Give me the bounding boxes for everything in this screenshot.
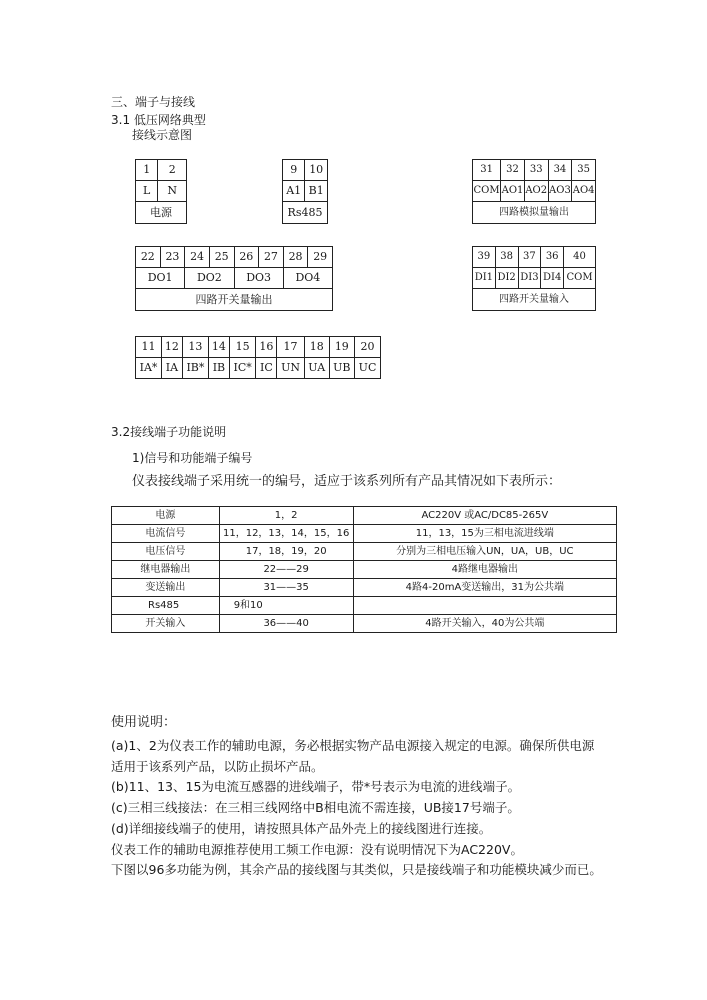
terminal-label: DO4 [283, 268, 332, 289]
terminal-label: IC [256, 358, 277, 379]
table-cell: AC220V 或AC/DC85-265V [353, 507, 616, 525]
intro-paragraph: 仪表接线端子采用统一的编号，适应于该系列所有产品其情况如下表所示： [132, 474, 562, 489]
subsection-31-title: 3.1 低压网络典型 [111, 113, 206, 127]
terminal-label: DI1 [473, 268, 496, 289]
table-cell: 31——35 [219, 579, 353, 597]
table-cell: 36——40 [219, 615, 353, 633]
terminal-number: 9 [283, 160, 305, 181]
terminal-label: IB* [182, 358, 208, 379]
terminal-number: 35 [572, 160, 596, 181]
terminal-label: UB [329, 358, 354, 379]
table-cell: 4路开关输入，40为公共端 [353, 615, 616, 633]
block-caption: 四路开关量输入 [473, 289, 596, 311]
terminal-label: UN [277, 358, 305, 379]
terminal-number: 20 [355, 337, 381, 358]
terminal-number: 32 [501, 160, 525, 181]
terminal-number: 29 [308, 247, 333, 268]
table-row [112, 615, 617, 633]
terminal-label: IA* [136, 358, 162, 379]
usage-line: (a)1、2为仪表工作的辅助电源，务必根据实物产品电源接入规定的电源。确保所供电源 [111, 738, 595, 753]
terminal-label: IB [209, 358, 230, 379]
block-caption: 四路模拟量输出 [473, 202, 596, 224]
table-cell: 分别为三相电压输入UN，UA，UB，UC [353, 543, 616, 561]
terminal-number: 12 [162, 337, 183, 358]
terminal-label: DO1 [136, 268, 185, 289]
rs485-terminal-block [282, 159, 328, 224]
table-row [112, 561, 617, 579]
relay-output-terminal-block [135, 246, 333, 311]
table-cell: Rs485 [112, 597, 220, 615]
terminal-label: IA [162, 358, 183, 379]
table-cell: 4路继电器输出 [353, 561, 616, 579]
usage-line: (d)详细接线端子的使用，请按照具体产品外壳上的接线图进行连接。 [111, 821, 492, 836]
terminal-number: 19 [329, 337, 354, 358]
terminal-label: AO4 [572, 181, 596, 202]
table-cell: 11，13，15为三相电流进线端 [353, 525, 616, 543]
usage-line: 适用于该系列产品，以防止损坏产品。 [111, 759, 324, 774]
terminal-label: IC* [229, 358, 256, 379]
block-caption: 四路开关量输出 [136, 289, 333, 311]
table-cell [353, 597, 616, 615]
terminal-label: DI2 [495, 268, 518, 289]
table-cell: 电源 [112, 507, 220, 525]
terminal-number: 15 [229, 337, 256, 358]
terminal-label: AO3 [548, 181, 572, 202]
terminal-number: 24 [185, 247, 210, 268]
power-terminal-block [135, 159, 187, 224]
table-cell: 继电器输出 [112, 561, 220, 579]
terminal-label: DI4 [541, 268, 564, 289]
usage-line: 仪表工作的辅助电源推荐使用工频工作电源：没有说明情况下为AC220V。 [111, 842, 523, 857]
usage-title: 使用说明： [111, 715, 177, 730]
terminal-number: 10 [305, 160, 328, 181]
subsection-31-caption: 接线示意图 [132, 128, 193, 142]
table-row [112, 579, 617, 597]
table-cell: 开关输入 [112, 615, 220, 633]
terminal-label: COM [564, 268, 596, 289]
terminal-number: 13 [182, 337, 208, 358]
table-cell: 变送输出 [112, 579, 220, 597]
terminal-number: 2 [158, 160, 187, 181]
terminal-number: 31 [473, 160, 501, 181]
terminal-number: 39 [473, 247, 496, 268]
terminal-label: DO2 [185, 268, 234, 289]
terminal-label: UA [304, 358, 329, 379]
terminal-number: 33 [524, 160, 548, 181]
usage-line: (b)11、13、15为电流互感器的进线端子，带*号表示为电流的进线端子。 [111, 779, 521, 794]
digital-input-terminal-block [472, 246, 596, 311]
terminal-number: 23 [160, 247, 185, 268]
analog-output-terminal-block [472, 159, 596, 224]
table-cell: 电压信号 [112, 543, 220, 561]
terminal-number: 25 [209, 247, 234, 268]
table-cell: 17，18，19，20 [219, 543, 353, 561]
table-cell: 22——29 [219, 561, 353, 579]
table-cell: 4路4-20mA变送输出，31为公共端 [353, 579, 616, 597]
terminal-label: AO2 [524, 181, 548, 202]
terminal-number: 40 [564, 247, 596, 268]
terminal-number: 11 [136, 337, 162, 358]
terminal-label: N [158, 181, 187, 202]
subsection-32-item: 1)信号和功能端子编号 [132, 451, 253, 465]
block-caption: Rs485 [283, 202, 328, 224]
terminal-number: 17 [277, 337, 305, 358]
terminal-number: 14 [209, 337, 230, 358]
terminal-number: 16 [256, 337, 277, 358]
terminal-number: 18 [304, 337, 329, 358]
terminal-number: 28 [283, 247, 308, 268]
terminal-label: COM [473, 181, 501, 202]
terminal-label: A1 [283, 181, 305, 202]
terminal-label: AO1 [501, 181, 525, 202]
terminal-label: L [136, 181, 158, 202]
terminal-number: 1 [136, 160, 158, 181]
table-cell: 电流信号 [112, 525, 220, 543]
table-cell: 1，2 [219, 507, 353, 525]
terminal-number: 22 [136, 247, 161, 268]
table-row [112, 543, 617, 561]
table-row [112, 507, 617, 525]
table-row [112, 597, 617, 615]
section-title: 三、端子与接线 [111, 95, 196, 109]
terminal-label: DI3 [518, 268, 541, 289]
terminal-label: B1 [305, 181, 328, 202]
terminal-function-table [111, 506, 617, 633]
terminal-number: 37 [518, 247, 541, 268]
table-cell: 11，12，13，14，15，16 [219, 525, 353, 543]
terminal-number: 38 [495, 247, 518, 268]
table-row [112, 525, 617, 543]
terminal-number: 26 [234, 247, 259, 268]
terminal-number: 36 [541, 247, 564, 268]
table-cell: 9和10 [219, 597, 353, 615]
terminal-number: 27 [259, 247, 284, 268]
usage-line: (c)三相三线接法：在三相三线网络中B相电流不需连接，UB接17号端子。 [111, 800, 520, 815]
terminal-label: DO3 [234, 268, 283, 289]
terminal-number: 34 [548, 160, 572, 181]
signal-terminal-block [135, 336, 381, 379]
terminal-label: UC [355, 358, 381, 379]
usage-line: 下图以96多功能为例，其余产品的接线图与其类似，只是接线端子和功能模块减少而已。 [111, 862, 602, 877]
subsection-32-title: 3.2接线端子功能说明 [111, 425, 227, 439]
block-caption: 电源 [136, 202, 187, 224]
